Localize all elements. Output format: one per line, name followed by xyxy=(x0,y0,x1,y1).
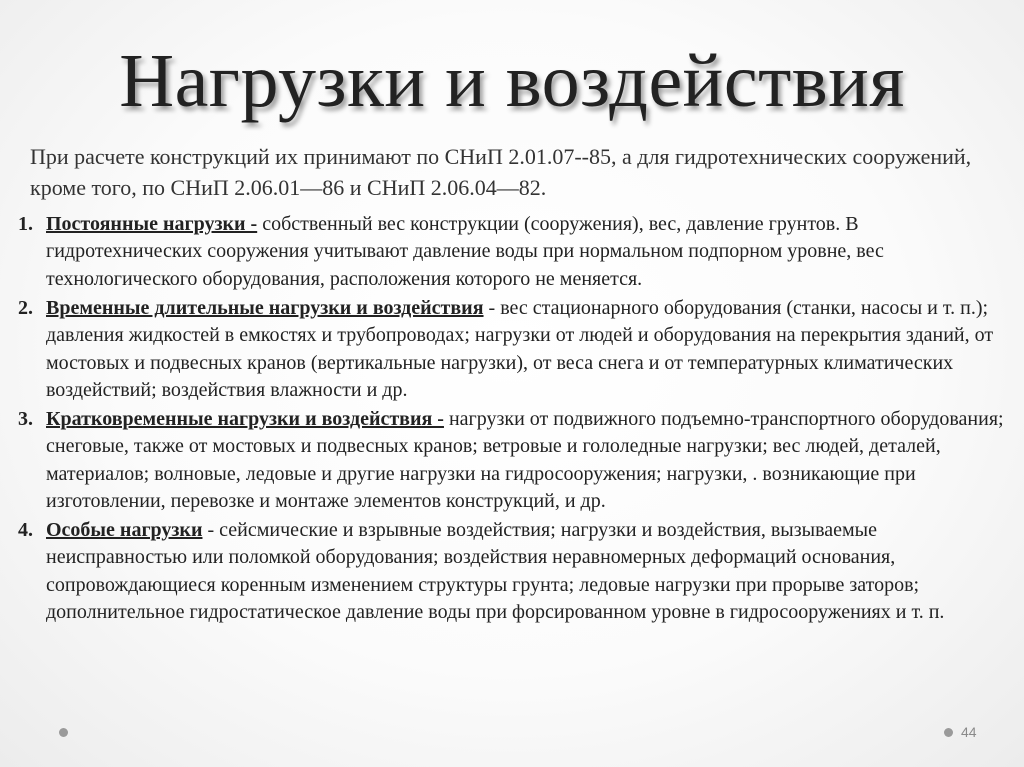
list-item xyxy=(18,295,1008,405)
intro-paragraph: При расчете конструкций их принимают по СНиП 2.01.07--85, а для гидротехнических сооружений, кроме того, по СНиП 2.06.01—86 и СНиП 2.06.04—82. xyxy=(30,144,972,200)
slide-title: Нагрузки и воздействия xyxy=(119,39,905,123)
list-item xyxy=(18,211,1008,293)
item-number: 1. xyxy=(18,213,33,235)
item-term: Постоянные нагрузки - xyxy=(46,213,258,235)
item-term: Кратковременные нагрузки и воздействия - xyxy=(46,407,444,430)
item-number: 4. xyxy=(18,518,33,541)
decorative-dot-right xyxy=(944,728,953,737)
decorative-dot-left xyxy=(59,728,68,737)
item-term: Особые нагрузки xyxy=(46,518,203,541)
item-text: собственный вес конструкции (сооружения), вес, давление грунтов. В гидротехнических сооружения учитывают давление воды при нормальном подпорном уровне, вес технологического оборудования, расположения которого не меняется. xyxy=(46,213,884,290)
item-number: 2. xyxy=(18,296,33,319)
item-text: - сейсмические и взрывные воздействия; нагрузки и воздействия, вызываемые неисправностью или поломкой оборудования; воздействия неравномерных деформаций основания, сопровождающиеся коренным изменением структуры грунта; ледовые нагрузки при прорыве заторов; дополнительное гидростатическое давление воды при форсированном уровне в гидросооружениях и т. п. xyxy=(46,518,945,624)
item-text: нагрузки от подвижного подъемно-транспортного оборудования; снеговые, также от мостовых и подвесных кранов; ветровые и гололедные нагрузки; вес людей, деталей, материалов; волновые, ледовые и другие нагрузки на гидросооружения; нагрузки, . возникающие при изготовлении, перевозке и монтаже элементов конструкций, и др. xyxy=(46,407,1004,513)
list-item xyxy=(18,406,1008,516)
list-item xyxy=(18,517,1008,627)
loads-list xyxy=(18,211,1008,628)
item-term: Временные длительные нагрузки и воздействия xyxy=(46,296,484,319)
page-number: 44 xyxy=(961,724,977,740)
item-number: 3. xyxy=(18,407,33,430)
item-text: - вес стационарного оборудования (станки, насосы и т. п.); давления жидкостей в емкостях и трубопроводах; нагрузки от людей и оборудования на перекрытия зданий, от мостовых и подвесных кранов (вертикальные нагрузки), от веса снега и от температурных климатических воздействий; воздействия влажности и др. xyxy=(46,296,994,401)
